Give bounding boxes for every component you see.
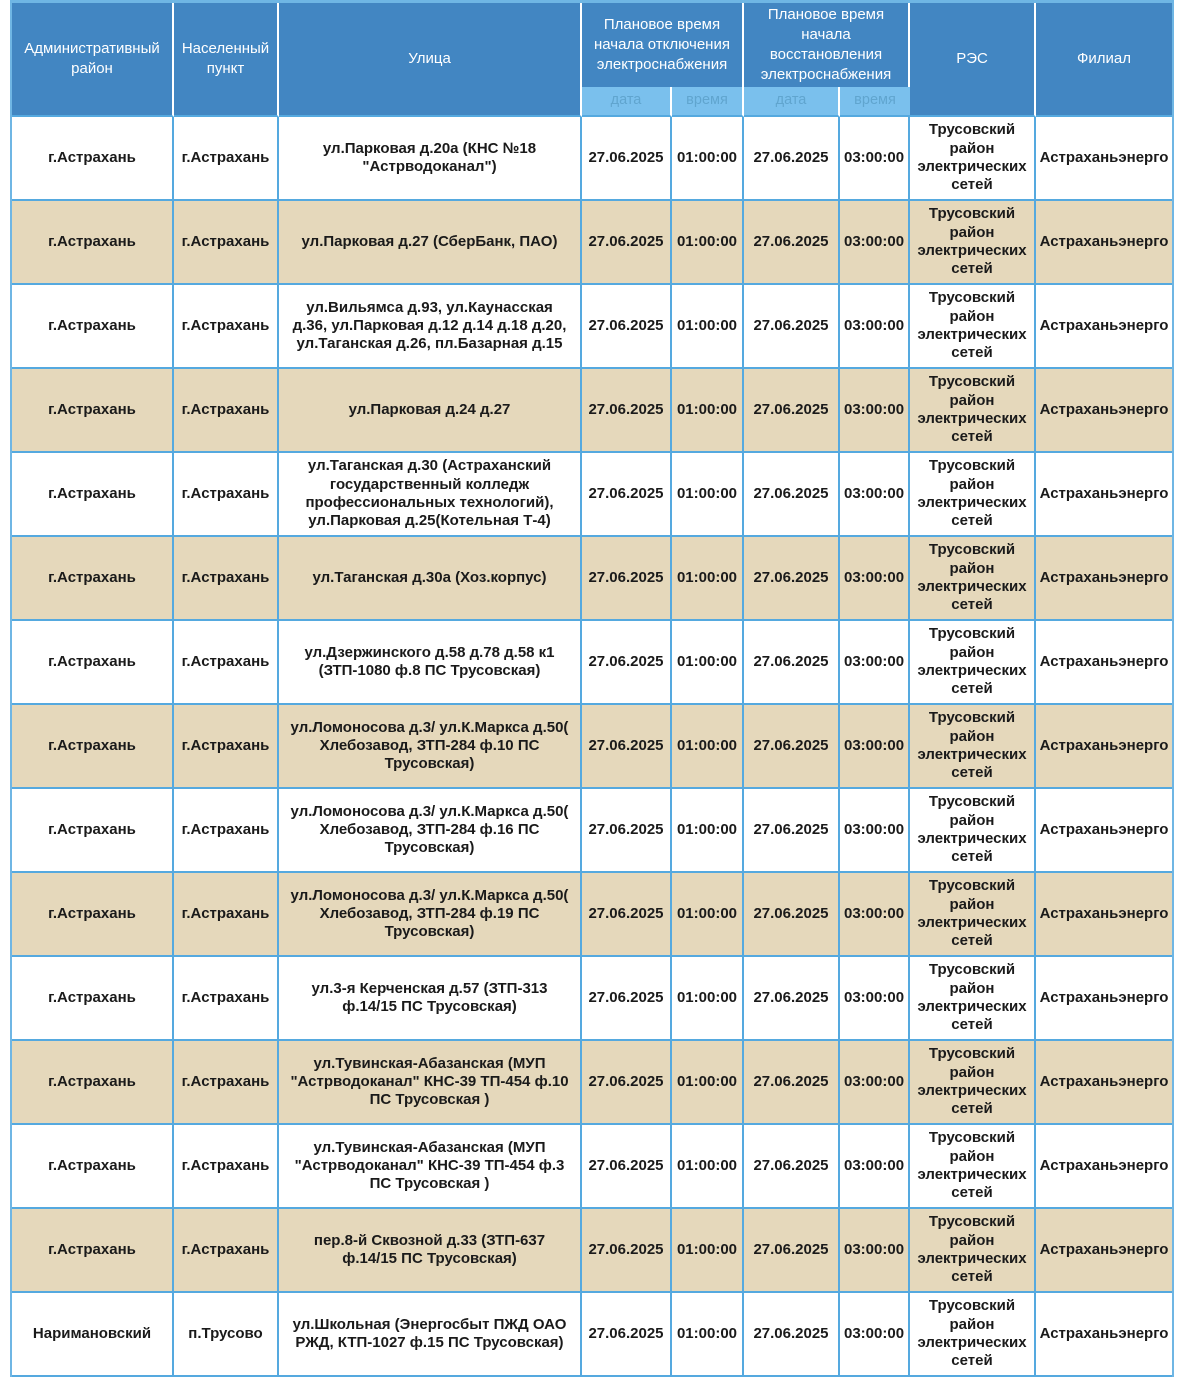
header-row bbox=[12, 3, 1172, 87]
cell-branch: Астраханьэнерго bbox=[1036, 201, 1172, 285]
cell-street: ул.Ломоносова д.3/ ул.К.Маркса д.50( Хлебозавод, ЗТП-284 ф.10 ПС Трусовская) bbox=[279, 705, 582, 789]
cell-branch: Астраханьэнерго bbox=[1036, 957, 1172, 1041]
cell-outage-time: 01:00:00 bbox=[672, 369, 744, 453]
col-header-outage-group: Плановое время начала отключения электроснабжения bbox=[582, 3, 744, 87]
cell-branch: Астраханьэнерго bbox=[1036, 873, 1172, 957]
cell-outage-date: 27.06.2025 bbox=[582, 201, 672, 285]
cell-street: ул.Тувинская-Абазанская (МУП "Астрводоканал" КНС-39 ТП-454 ф.10 ПС Трусовская ) bbox=[279, 1041, 582, 1125]
cell-outage-time: 01:00:00 bbox=[672, 117, 744, 201]
cell-street: ул.Школьная (Энергосбыт ПЖД ОАО РЖД, КТП-1027 ф.15 ПС Трусовская) bbox=[279, 1293, 582, 1377]
cell-restore-time: 03:00:00 bbox=[840, 705, 910, 789]
cell-outage-date: 27.06.2025 bbox=[582, 285, 672, 369]
cell-outage-time: 01:00:00 bbox=[672, 201, 744, 285]
table-body bbox=[12, 117, 1172, 1377]
cell-street: ул.Ломоносова д.3/ ул.К.Маркса д.50( Хлебозавод, ЗТП-284 ф.16 ПС Трусовская) bbox=[279, 789, 582, 873]
cell-outage-time: 01:00:00 bbox=[672, 1041, 744, 1125]
cell-branch: Астраханьэнерго bbox=[1036, 369, 1172, 453]
cell-outage-time: 01:00:00 bbox=[672, 453, 744, 537]
cell-outage-time: 01:00:00 bbox=[672, 621, 744, 705]
table-row bbox=[12, 453, 1172, 537]
cell-branch: Астраханьэнерго bbox=[1036, 453, 1172, 537]
cell-street: ул.3-я Керченская д.57 (ЗТП-313 ф.14/15 ПС Трусовская) bbox=[279, 957, 582, 1041]
col-header-district: Административный район bbox=[12, 3, 174, 117]
table-row bbox=[12, 957, 1172, 1041]
cell-restore-date: 27.06.2025 bbox=[744, 957, 840, 1041]
table-header bbox=[12, 3, 1172, 117]
cell-outage-date: 27.06.2025 bbox=[582, 453, 672, 537]
cell-restore-date: 27.06.2025 bbox=[744, 1293, 840, 1377]
cell-branch: Астраханьэнерго bbox=[1036, 1041, 1172, 1125]
cell-outage-date: 27.06.2025 bbox=[582, 369, 672, 453]
cell-res: Трусовский район электрических сетей bbox=[910, 957, 1036, 1041]
cell-res: Трусовский район электрических сетей bbox=[910, 201, 1036, 285]
table-row bbox=[12, 621, 1172, 705]
cell-street: ул.Парковая д.20а (КНС №18 "Астрводоканал") bbox=[279, 117, 582, 201]
cell-street: ул.Ломоносова д.3/ ул.К.Маркса д.50( Хлебозавод, ЗТП-284 ф.19 ПС Трусовская) bbox=[279, 873, 582, 957]
cell-res: Трусовский район электрических сетей bbox=[910, 369, 1036, 453]
cell-settlement: г.Астрахань bbox=[174, 537, 279, 621]
cell-settlement: г.Астрахань bbox=[174, 1041, 279, 1125]
col-header-res: РЭС bbox=[910, 3, 1036, 117]
cell-settlement: г.Астрахань bbox=[174, 957, 279, 1041]
cell-settlement: г.Астрахань bbox=[174, 369, 279, 453]
col-header-settlement: Населенный пункт bbox=[174, 3, 279, 117]
table-row bbox=[12, 285, 1172, 369]
cell-settlement: г.Астрахань bbox=[174, 1125, 279, 1209]
cell-district: г.Астрахань bbox=[12, 285, 174, 369]
cell-branch: Астраханьэнерго bbox=[1036, 1125, 1172, 1209]
cell-restore-time: 03:00:00 bbox=[840, 1293, 910, 1377]
col-header-street: Улица bbox=[279, 3, 582, 117]
cell-restore-time: 03:00:00 bbox=[840, 1209, 910, 1293]
cell-outage-date: 27.06.2025 bbox=[582, 705, 672, 789]
cell-res: Трусовский район электрических сетей bbox=[910, 1125, 1036, 1209]
outage-schedule-table bbox=[10, 0, 1174, 1377]
cell-restore-date: 27.06.2025 bbox=[744, 537, 840, 621]
table-row bbox=[12, 705, 1172, 789]
cell-district: г.Астрахань bbox=[12, 789, 174, 873]
cell-restore-time: 03:00:00 bbox=[840, 873, 910, 957]
cell-outage-date: 27.06.2025 bbox=[582, 1293, 672, 1377]
cell-outage-date: 27.06.2025 bbox=[582, 1125, 672, 1209]
table-row bbox=[12, 1125, 1172, 1209]
cell-street: ул.Парковая д.24 д.27 bbox=[279, 369, 582, 453]
cell-outage-time: 01:00:00 bbox=[672, 537, 744, 621]
cell-outage-date: 27.06.2025 bbox=[582, 537, 672, 621]
cell-res: Трусовский район электрических сетей bbox=[910, 621, 1036, 705]
cell-restore-date: 27.06.2025 bbox=[744, 1041, 840, 1125]
cell-restore-time: 03:00:00 bbox=[840, 201, 910, 285]
cell-restore-date: 27.06.2025 bbox=[744, 1209, 840, 1293]
col-subheader-restore-date: дата bbox=[744, 87, 840, 117]
cell-res: Трусовский район электрических сетей bbox=[910, 873, 1036, 957]
cell-restore-time: 03:00:00 bbox=[840, 285, 910, 369]
cell-restore-time: 03:00:00 bbox=[840, 117, 910, 201]
cell-restore-time: 03:00:00 bbox=[840, 621, 910, 705]
cell-settlement: г.Астрахань bbox=[174, 453, 279, 537]
table-row bbox=[12, 1293, 1172, 1377]
cell-branch: Астраханьэнерго bbox=[1036, 1209, 1172, 1293]
cell-settlement: г.Астрахань bbox=[174, 789, 279, 873]
cell-restore-date: 27.06.2025 bbox=[744, 1125, 840, 1209]
cell-outage-time: 01:00:00 bbox=[672, 1293, 744, 1377]
cell-settlement: г.Астрахань bbox=[174, 1209, 279, 1293]
table-row bbox=[12, 117, 1172, 201]
cell-district: г.Астрахань bbox=[12, 369, 174, 453]
cell-street: ул.Таганская д.30а (Хоз.корпус) bbox=[279, 537, 582, 621]
cell-res: Трусовский район электрических сетей bbox=[910, 1041, 1036, 1125]
cell-outage-date: 27.06.2025 bbox=[582, 621, 672, 705]
cell-district: г.Астрахань bbox=[12, 957, 174, 1041]
cell-res: Трусовский район электрических сетей bbox=[910, 117, 1036, 201]
cell-restore-time: 03:00:00 bbox=[840, 1041, 910, 1125]
cell-street: ул.Вильямса д.93, ул.Каунасская д.36, ул.Парковая д.12 д.14 д.18 д.20, ул.Таганская д.26, пл.Базарная д.15 bbox=[279, 285, 582, 369]
cell-street: ул.Парковая д.27 (СберБанк, ПАО) bbox=[279, 201, 582, 285]
cell-restore-time: 03:00:00 bbox=[840, 453, 910, 537]
cell-street: ул.Дзержинского д.58 д.78 д.58 к1 (ЗТП-1080 ф.8 ПС Трусовская) bbox=[279, 621, 582, 705]
cell-settlement: п.Трусово bbox=[174, 1293, 279, 1377]
cell-restore-time: 03:00:00 bbox=[840, 537, 910, 621]
table-row bbox=[12, 537, 1172, 621]
cell-district: г.Астрахань bbox=[12, 1209, 174, 1293]
col-subheader-outage-time: время bbox=[672, 87, 744, 117]
cell-outage-date: 27.06.2025 bbox=[582, 1041, 672, 1125]
cell-branch: Астраханьэнерго bbox=[1036, 117, 1172, 201]
cell-street: ул.Таганская д.30 (Астраханский государственный колледж профессиональных технологий), ул.Парковая д.25(Котельная Т-4) bbox=[279, 453, 582, 537]
table-row bbox=[12, 1041, 1172, 1125]
cell-outage-time: 01:00:00 bbox=[672, 873, 744, 957]
table-row bbox=[12, 873, 1172, 957]
cell-restore-time: 03:00:00 bbox=[840, 369, 910, 453]
table-row bbox=[12, 1209, 1172, 1293]
cell-street: пер.8-й Сквозной д.33 (ЗТП-637 ф.14/15 ПС Трусовская) bbox=[279, 1209, 582, 1293]
cell-district: г.Астрахань bbox=[12, 537, 174, 621]
cell-outage-time: 01:00:00 bbox=[672, 705, 744, 789]
cell-outage-date: 27.06.2025 bbox=[582, 789, 672, 873]
cell-outage-time: 01:00:00 bbox=[672, 1125, 744, 1209]
table-row bbox=[12, 201, 1172, 285]
cell-district: Наримановский bbox=[12, 1293, 174, 1377]
cell-street: ул.Тувинская-Абазанская (МУП "Астрводоканал" КНС-39 ТП-454 ф.3 ПС Трусовская ) bbox=[279, 1125, 582, 1209]
cell-branch: Астраханьэнерго bbox=[1036, 285, 1172, 369]
table-row bbox=[12, 369, 1172, 453]
cell-restore-date: 27.06.2025 bbox=[744, 453, 840, 537]
cell-outage-time: 01:00:00 bbox=[672, 957, 744, 1041]
cell-outage-date: 27.06.2025 bbox=[582, 957, 672, 1041]
cell-district: г.Астрахань bbox=[12, 873, 174, 957]
cell-restore-time: 03:00:00 bbox=[840, 789, 910, 873]
cell-district: г.Астрахань bbox=[12, 621, 174, 705]
cell-res: Трусовский район электрических сетей bbox=[910, 1209, 1036, 1293]
cell-res: Трусовский район электрических сетей bbox=[910, 453, 1036, 537]
cell-restore-date: 27.06.2025 bbox=[744, 201, 840, 285]
cell-settlement: г.Астрахань bbox=[174, 873, 279, 957]
col-subheader-restore-time: время bbox=[840, 87, 910, 117]
cell-branch: Астраханьэнерго bbox=[1036, 789, 1172, 873]
cell-district: г.Астрахань bbox=[12, 453, 174, 537]
cell-outage-date: 27.06.2025 bbox=[582, 117, 672, 201]
cell-district: г.Астрахань bbox=[12, 705, 174, 789]
cell-outage-date: 27.06.2025 bbox=[582, 873, 672, 957]
cell-branch: Астраханьэнерго bbox=[1036, 621, 1172, 705]
cell-restore-date: 27.06.2025 bbox=[744, 789, 840, 873]
cell-res: Трусовский район электрических сетей bbox=[910, 537, 1036, 621]
cell-branch: Астраханьэнерго bbox=[1036, 705, 1172, 789]
col-subheader-outage-date: дата bbox=[582, 87, 672, 117]
cell-settlement: г.Астрахань bbox=[174, 285, 279, 369]
cell-branch: Астраханьэнерго bbox=[1036, 537, 1172, 621]
cell-restore-date: 27.06.2025 bbox=[744, 117, 840, 201]
cell-restore-date: 27.06.2025 bbox=[744, 873, 840, 957]
col-header-restore-group: Плановое время начала восстановления электроснабжения bbox=[744, 3, 910, 87]
cell-res: Трусовский район электрических сетей bbox=[910, 1293, 1036, 1377]
cell-outage-time: 01:00:00 bbox=[672, 285, 744, 369]
table-row bbox=[12, 789, 1172, 873]
cell-restore-date: 27.06.2025 bbox=[744, 369, 840, 453]
cell-district: г.Астрахань bbox=[12, 1041, 174, 1125]
cell-res: Трусовский район электрических сетей bbox=[910, 789, 1036, 873]
cell-outage-date: 27.06.2025 bbox=[582, 1209, 672, 1293]
cell-restore-date: 27.06.2025 bbox=[744, 705, 840, 789]
cell-district: г.Астрахань bbox=[12, 117, 174, 201]
cell-res: Трусовский район электрических сетей bbox=[910, 705, 1036, 789]
cell-settlement: г.Астрахань bbox=[174, 621, 279, 705]
cell-restore-date: 27.06.2025 bbox=[744, 621, 840, 705]
cell-district: г.Астрахань bbox=[12, 1125, 174, 1209]
cell-settlement: г.Астрахань bbox=[174, 201, 279, 285]
cell-branch: Астраханьэнерго bbox=[1036, 1293, 1172, 1377]
cell-settlement: г.Астрахань bbox=[174, 705, 279, 789]
cell-restore-time: 03:00:00 bbox=[840, 1125, 910, 1209]
cell-res: Трусовский район электрических сетей bbox=[910, 285, 1036, 369]
cell-restore-date: 27.06.2025 bbox=[744, 285, 840, 369]
cell-outage-time: 01:00:00 bbox=[672, 1209, 744, 1293]
cell-district: г.Астрахань bbox=[12, 201, 174, 285]
cell-outage-time: 01:00:00 bbox=[672, 789, 744, 873]
cell-restore-time: 03:00:00 bbox=[840, 957, 910, 1041]
col-header-branch: Филиал bbox=[1036, 3, 1172, 117]
cell-settlement: г.Астрахань bbox=[174, 117, 279, 201]
